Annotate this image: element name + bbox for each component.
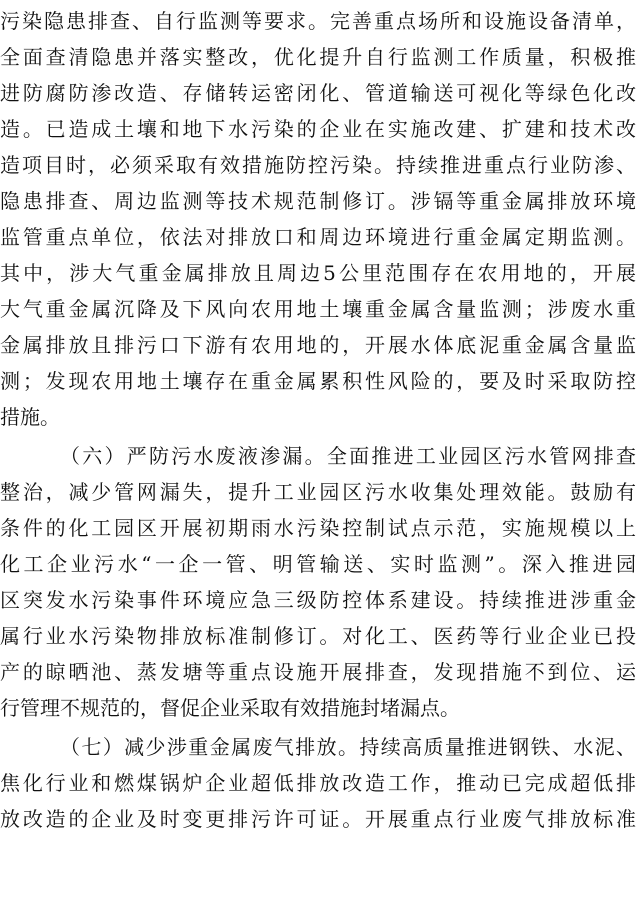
text-line: 条件的化工园区开展初期雨水污染控制试点示范，实施规模以上 [0,516,636,540]
text-line: 金属排放且排污口下游有农用地的，开展水体底泥重金属含量监 [0,333,636,357]
text-line: 属行业水污染物排放标准制修订。对化工、医药等行业企业已投 [0,624,636,648]
text-line: 测；发现农用地土壤存在重金属累积性风险的，要及时采取防控 [0,369,636,393]
section-heading-line: （七）减少涉重金属废气排放。持续高质量推进钢铁、水泥、 [60,735,636,759]
text-line: 监管重点单位，依法对排放口和周边环境进行重金属定期监测。 [0,225,636,249]
section-heading-line: （六）严防污水废液渗漏。全面推进工业园区污水管网排查 [60,444,636,468]
text-line: 整治，减少管网漏失，提升工业园区污水收集处理效能。鼓励有 [0,480,636,504]
text-line: 污染隐患排查、自行监测等要求。完善重点场所和设施设备清单， [0,9,636,33]
text-line: 大气重金属沉降及下风向农用地土壤重金属含量监测；涉废水重 [0,297,636,321]
text-line: 进防腐防渗改造、存储转运密闭化、管道输送可视化等绿色化改 [0,81,636,105]
text-line: 放改造的企业及时变更排污许可证。开展重点行业废气排放标准 [0,807,636,831]
text-line: 造项目时，必须采取有效措施防控污染。持续推进重点行业防渗、 [0,153,636,177]
text-line: 隐患排查、周边监测等技术规范制修订。涉镉等重金属排放环境 [0,189,636,213]
text-line: 造。已造成土壤和地下水污染的企业在实施改建、扩建和技术改 [0,117,636,141]
text-line: 焦化行业和燃煤锅炉企业超低排放改造工作，推动已完成超低排 [0,771,636,795]
text-line: 行管理不规范的，督促企业采取有效措施封堵漏点。 [0,696,460,720]
text-line: 措施。 [0,405,60,429]
text-line: 化工企业污水“一企一管、明管输送、实时监测”。深入推进园 [0,552,636,576]
text-line: 其中，涉大气重金属排放且周边5公里范围存在农用地的，开展 [0,261,636,285]
text-line: 全面查清隐患并落实整改，优化提升自行监测工作质量，积极推 [0,45,636,69]
text-line: 区突发水污染事件环境应急三级防控体系建设。持续推进涉重金 [0,588,636,612]
text-line: 产的晾晒池、蒸发塘等重点设施开展排查，发现措施不到位、运 [0,660,636,684]
